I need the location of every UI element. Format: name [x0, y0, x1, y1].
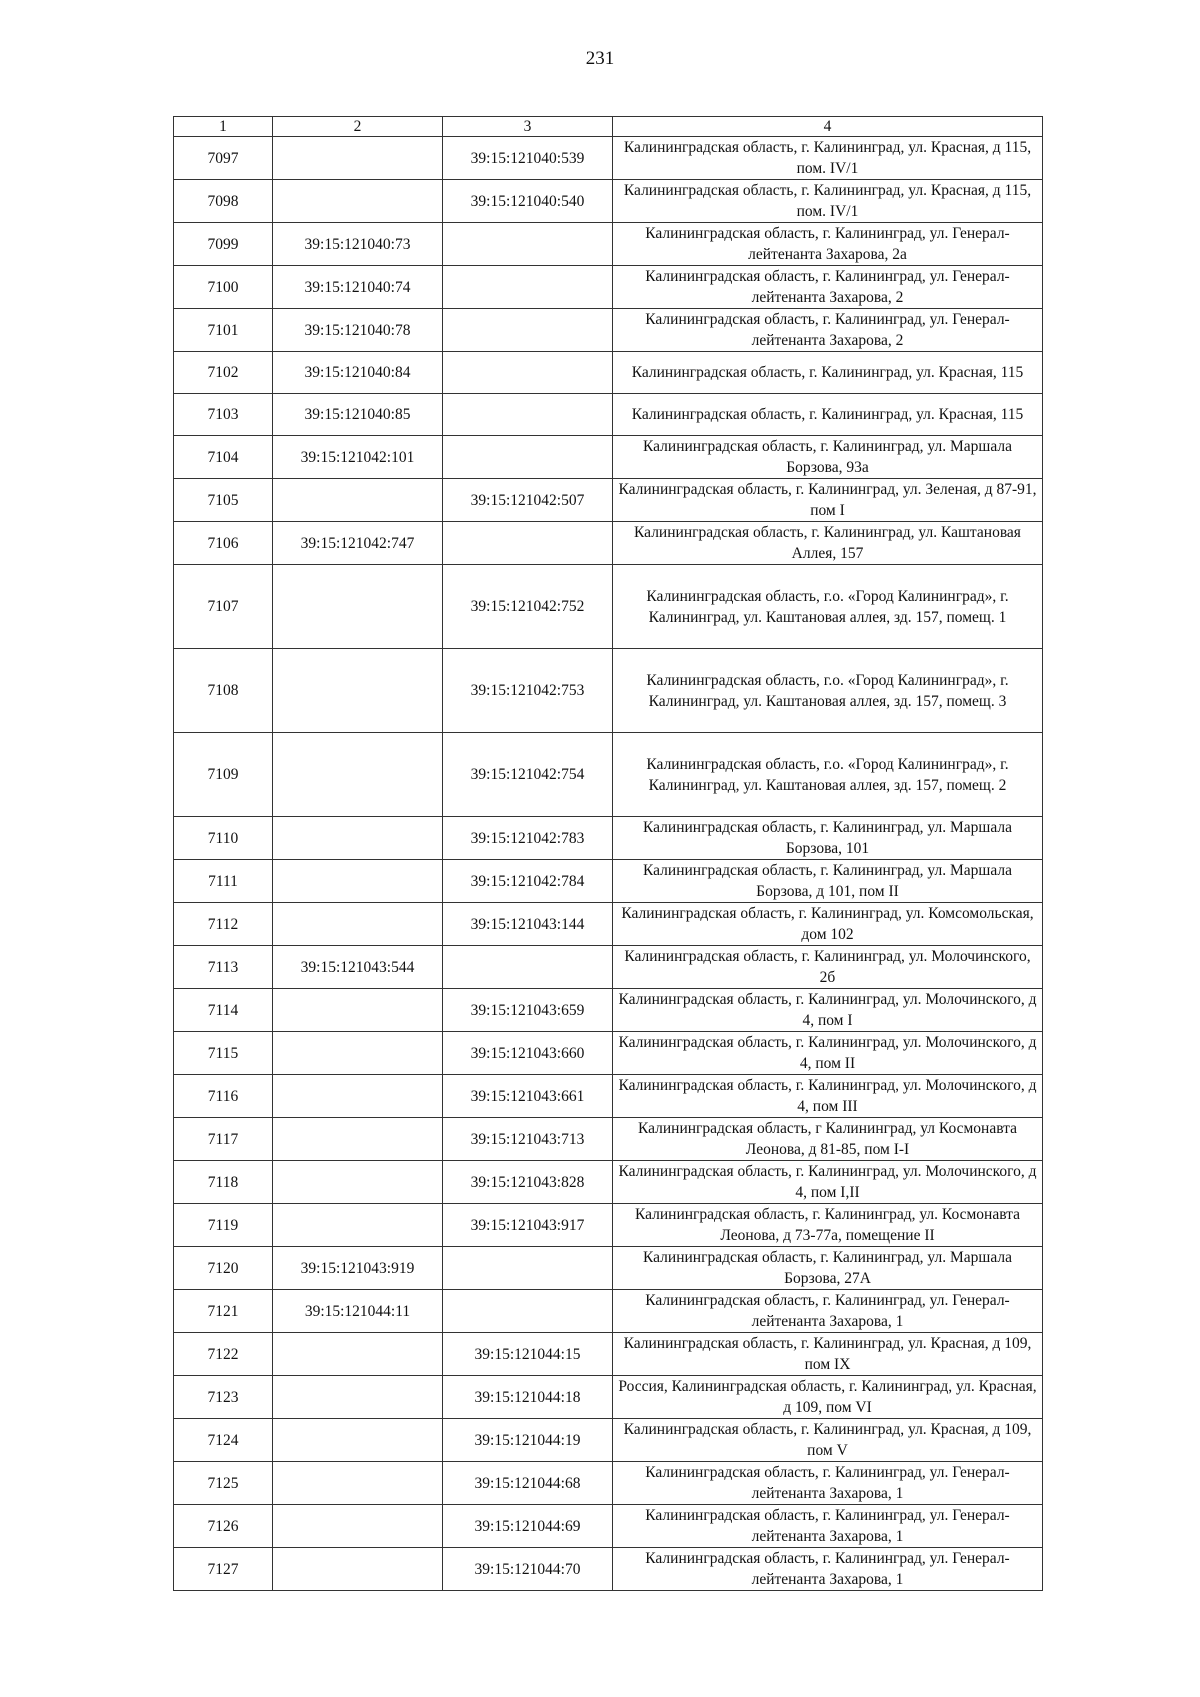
land-cadastral-number-cell — [273, 1419, 443, 1462]
address-cell: Калининградская область, г. Калининград, ул. Генерал-лейтенанта Захарова, 2 — [613, 266, 1043, 309]
row-number-cell: 7109 — [174, 733, 273, 817]
object-cadastral-number-cell — [443, 352, 613, 394]
object-cadastral-number-cell: 39:15:121043:661 — [443, 1075, 613, 1118]
land-cadastral-number-cell — [273, 1161, 443, 1204]
address-cell: Калининградская область, г. Калининград, ул. Красная, д 115, пом. IV/1 — [613, 137, 1043, 180]
address-cell: Калининградская область, г. Калининград, ул. Каштановая Аллея, 157 — [613, 522, 1043, 565]
object-cadastral-number-cell: 39:15:121044:69 — [443, 1505, 613, 1548]
land-cadastral-number-cell — [273, 137, 443, 180]
table-row — [174, 1376, 1043, 1419]
object-cadastral-number-cell: 39:15:121044:15 — [443, 1333, 613, 1376]
object-cadastral-number-cell — [443, 1247, 613, 1290]
address-cell: Калининградская область, г. Калининград, ул. Генерал-лейтенанта Захарова, 1 — [613, 1505, 1043, 1548]
column-header-4: 4 — [613, 117, 1043, 137]
table-row — [174, 1419, 1043, 1462]
object-cadastral-number-cell — [443, 436, 613, 479]
table-row — [174, 1290, 1043, 1333]
land-cadastral-number-cell — [273, 649, 443, 733]
row-number-cell: 7116 — [174, 1075, 273, 1118]
table-row — [174, 266, 1043, 309]
object-cadastral-number-cell — [443, 309, 613, 352]
address-cell: Калининградская область, г. Калининград, ул. Маршала Борзова, 27А — [613, 1247, 1043, 1290]
table-row — [174, 1075, 1043, 1118]
row-number-cell: 7101 — [174, 309, 273, 352]
object-cadastral-number-cell: 39:15:121042:754 — [443, 733, 613, 817]
object-cadastral-number-cell: 39:15:121043:713 — [443, 1118, 613, 1161]
land-cadastral-number-cell — [273, 1462, 443, 1505]
table-row — [174, 1118, 1043, 1161]
row-number-cell: 7097 — [174, 137, 273, 180]
row-number-cell: 7115 — [174, 1032, 273, 1075]
row-number-cell: 7103 — [174, 394, 273, 436]
row-number-cell: 7104 — [174, 436, 273, 479]
land-cadastral-number-cell: 39:15:121042:747 — [273, 522, 443, 565]
table-row — [174, 223, 1043, 266]
row-number-cell: 7106 — [174, 522, 273, 565]
object-cadastral-number-cell — [443, 522, 613, 565]
row-number-cell: 7110 — [174, 817, 273, 860]
row-number-cell: 7105 — [174, 479, 273, 522]
land-cadastral-number-cell — [273, 1075, 443, 1118]
object-cadastral-number-cell: 39:15:121044:18 — [443, 1376, 613, 1419]
table-row — [174, 649, 1043, 733]
column-header-2: 2 — [273, 117, 443, 137]
column-header-3: 3 — [443, 117, 613, 137]
address-cell: Калининградская область, г. Калининград, ул. Молочинского, д 4, пом I,II — [613, 1161, 1043, 1204]
address-cell: Калининградская область, г. Калининград, ул. Генерал-лейтенанта Захарова, 1 — [613, 1548, 1043, 1591]
row-number-cell: 7102 — [174, 352, 273, 394]
row-number-cell: 7112 — [174, 903, 273, 946]
table-row — [174, 479, 1043, 522]
address-cell: Калининградская область, г. Калининград, ул. Генерал-лейтенанта Захарова, 1 — [613, 1462, 1043, 1505]
address-cell: Россия, Калининградская область, г. Калининград, ул. Красная, д 109, пом VI — [613, 1376, 1043, 1419]
land-cadastral-number-cell: 39:15:121040:74 — [273, 266, 443, 309]
address-cell: Калининградская область, г. Калининград, ул. Красная, д 115, пом. IV/1 — [613, 180, 1043, 223]
table-row — [174, 180, 1043, 223]
object-cadastral-number-cell: 39:15:121044:70 — [443, 1548, 613, 1591]
address-cell: Калининградская область, г. Калининград, ул. Красная, 115 — [613, 352, 1043, 394]
address-cell: Калининградская область, г Калининград, ул Космонавта Леонова, д 81-85, пом I-I — [613, 1118, 1043, 1161]
address-cell: Калининградская область, г. Калининград, ул. Молочинского, д 4, пом II — [613, 1032, 1043, 1075]
table-header-row — [174, 117, 1043, 137]
table-row — [174, 903, 1043, 946]
object-cadastral-number-cell: 39:15:121043:917 — [443, 1204, 613, 1247]
row-number-cell: 7122 — [174, 1333, 273, 1376]
row-number-cell: 7107 — [174, 565, 273, 649]
land-cadastral-number-cell: 39:15:121040:84 — [273, 352, 443, 394]
table-body — [174, 137, 1043, 1591]
table-row — [174, 394, 1043, 436]
land-cadastral-number-cell — [273, 733, 443, 817]
row-number-cell: 7126 — [174, 1505, 273, 1548]
table-row — [174, 1204, 1043, 1247]
object-cadastral-number-cell: 39:15:121042:753 — [443, 649, 613, 733]
row-number-cell: 7125 — [174, 1462, 273, 1505]
table-row — [174, 1333, 1043, 1376]
address-cell: Калининградская область, г. Калининград, ул. Генерал-лейтенанта Захарова, 1 — [613, 1290, 1043, 1333]
address-cell: Калининградская область, г.о. «Город Калининград», г. Калининград, ул. Каштановая аллея, зд. 157, помещ. 3 — [613, 649, 1043, 733]
table-row — [174, 565, 1043, 649]
land-cadastral-number-cell — [273, 1333, 443, 1376]
object-cadastral-number-cell: 39:15:121044:19 — [443, 1419, 613, 1462]
row-number-cell: 7121 — [174, 1290, 273, 1333]
object-cadastral-number-cell — [443, 223, 613, 266]
object-cadastral-number-cell: 39:15:121043:660 — [443, 1032, 613, 1075]
address-cell: Калининградская область, г. Калининград, ул. Молочинского, д 4, пом III — [613, 1075, 1043, 1118]
table-row — [174, 1462, 1043, 1505]
address-cell: Калининградская область, г. Калининград, ул. Красная, д 109, пом V — [613, 1419, 1043, 1462]
address-cell: Калининградская область, г. Калининград, ул. Зеленая, д 87-91, пом I — [613, 479, 1043, 522]
address-cell: Калининградская область, г. Калининград, ул. Космонавта Леонова, д 73-77а, помещение II — [613, 1204, 1043, 1247]
land-cadastral-number-cell — [273, 1505, 443, 1548]
address-cell: Калининградская область, г. Калининград, ул. Генерал-лейтенанта Захарова, 2 — [613, 309, 1043, 352]
row-number-cell: 7114 — [174, 989, 273, 1032]
address-cell: Калининградская область, г. Калининград, ул. Красная, 115 — [613, 394, 1043, 436]
table-row — [174, 309, 1043, 352]
table-row — [174, 137, 1043, 180]
land-cadastral-number-cell: 39:15:121044:11 — [273, 1290, 443, 1333]
address-cell: Калининградская область, г. Калининград, ул. Красная, д 109, пом IX — [613, 1333, 1043, 1376]
object-cadastral-number-cell — [443, 1290, 613, 1333]
table-row — [174, 1247, 1043, 1290]
land-cadastral-number-cell: 39:15:121042:101 — [273, 436, 443, 479]
address-cell: Калининградская область, г. Калининград, ул. Маршала Борзова, 93а — [613, 436, 1043, 479]
table-row — [174, 436, 1043, 479]
row-number-cell: 7124 — [174, 1419, 273, 1462]
row-number-cell: 7117 — [174, 1118, 273, 1161]
row-number-cell: 7111 — [174, 860, 273, 903]
land-cadastral-number-cell: 39:15:121043:544 — [273, 946, 443, 989]
row-number-cell: 7127 — [174, 1548, 273, 1591]
address-cell: Калининградская область, г. Калининград, ул. Маршала Борзова, д 101, пом II — [613, 860, 1043, 903]
object-cadastral-number-cell: 39:15:121044:68 — [443, 1462, 613, 1505]
object-cadastral-number-cell: 39:15:121040:539 — [443, 137, 613, 180]
land-cadastral-number-cell — [273, 989, 443, 1032]
object-cadastral-number-cell: 39:15:121042:783 — [443, 817, 613, 860]
table-row — [174, 860, 1043, 903]
object-cadastral-number-cell: 39:15:121042:752 — [443, 565, 613, 649]
land-cadastral-number-cell — [273, 1376, 443, 1419]
land-cadastral-number-cell: 39:15:121040:78 — [273, 309, 443, 352]
object-cadastral-number-cell: 39:15:121042:507 — [443, 479, 613, 522]
row-number-cell: 7123 — [174, 1376, 273, 1419]
address-cell: Калининградская область, г. Калининград, ул. Молочинского, д 4, пом I — [613, 989, 1043, 1032]
land-cadastral-number-cell: 39:15:121040:85 — [273, 394, 443, 436]
row-number-cell: 7108 — [174, 649, 273, 733]
address-cell: Калининградская область, г. Калининград, ул. Генерал-лейтенанта Захарова, 2а — [613, 223, 1043, 266]
table-row — [174, 817, 1043, 860]
address-cell: Калининградская область, г. Калининград, ул. Комсомольская, дом 102 — [613, 903, 1043, 946]
land-cadastral-number-cell — [273, 1118, 443, 1161]
object-cadastral-number-cell: 39:15:121043:144 — [443, 903, 613, 946]
address-cell: Калининградская область, г.о. «Город Калининград», г. Калининград, ул. Каштановая аллея, зд. 157, помещ. 1 — [613, 565, 1043, 649]
registry-table — [173, 116, 1043, 1591]
land-cadastral-number-cell: 39:15:121040:73 — [273, 223, 443, 266]
land-cadastral-number-cell — [273, 479, 443, 522]
object-cadastral-number-cell — [443, 394, 613, 436]
row-number-cell: 7120 — [174, 1247, 273, 1290]
land-cadastral-number-cell — [273, 860, 443, 903]
object-cadastral-number-cell: 39:15:121043:659 — [443, 989, 613, 1032]
row-number-cell: 7113 — [174, 946, 273, 989]
page-number: 231 — [585, 48, 615, 69]
row-number-cell: 7098 — [174, 180, 273, 223]
object-cadastral-number-cell — [443, 266, 613, 309]
land-cadastral-number-cell — [273, 817, 443, 860]
object-cadastral-number-cell: 39:15:121040:540 — [443, 180, 613, 223]
land-cadastral-number-cell — [273, 1204, 443, 1247]
land-cadastral-number-cell — [273, 1032, 443, 1075]
land-cadastral-number-cell: 39:15:121043:919 — [273, 1247, 443, 1290]
table-row — [174, 352, 1043, 394]
object-cadastral-number-cell — [443, 946, 613, 989]
row-number-cell: 7100 — [174, 266, 273, 309]
table-row — [174, 522, 1043, 565]
table-row — [174, 1032, 1043, 1075]
table-row — [174, 989, 1043, 1032]
row-number-cell: 7118 — [174, 1161, 273, 1204]
address-cell: Калининградская область, г. Калининград, ул. Маршала Борзова, 101 — [613, 817, 1043, 860]
land-cadastral-number-cell — [273, 565, 443, 649]
address-cell: Калининградская область, г. Калининград, ул. Молочинского, 2б — [613, 946, 1043, 989]
land-cadastral-number-cell — [273, 1548, 443, 1591]
table-row — [174, 733, 1043, 817]
object-cadastral-number-cell: 39:15:121042:784 — [443, 860, 613, 903]
table-row — [174, 946, 1043, 989]
land-cadastral-number-cell — [273, 180, 443, 223]
column-header-1: 1 — [174, 117, 273, 137]
table-row — [174, 1505, 1043, 1548]
address-cell: Калининградская область, г.о. «Город Калининград», г. Калининград, ул. Каштановая аллея, зд. 157, помещ. 2 — [613, 733, 1043, 817]
row-number-cell: 7119 — [174, 1204, 273, 1247]
row-number-cell: 7099 — [174, 223, 273, 266]
land-cadastral-number-cell — [273, 903, 443, 946]
table-row — [174, 1548, 1043, 1591]
table-row — [174, 1161, 1043, 1204]
object-cadastral-number-cell: 39:15:121043:828 — [443, 1161, 613, 1204]
